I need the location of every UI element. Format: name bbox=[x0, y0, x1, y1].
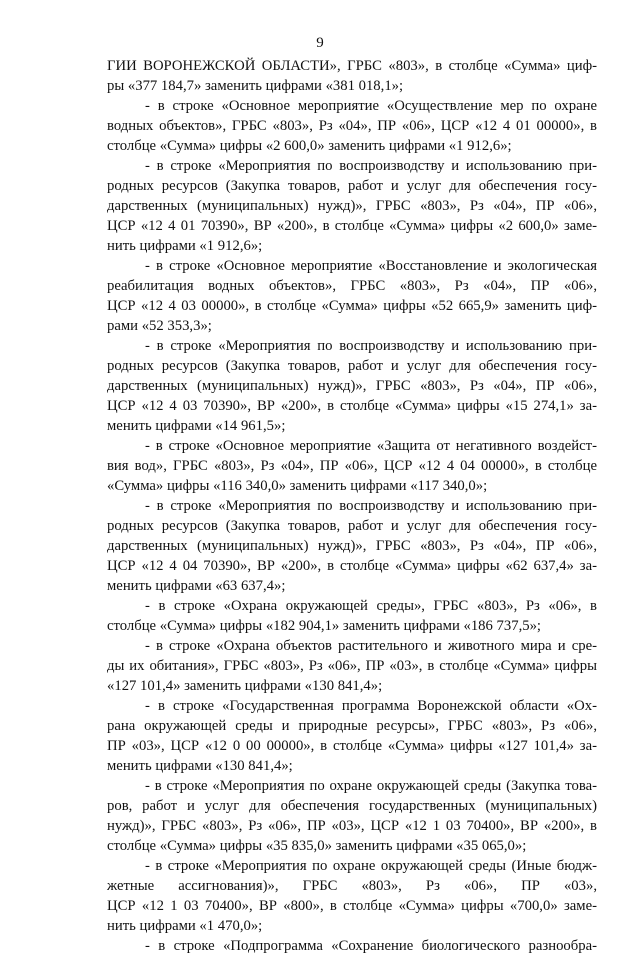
text-line: рана окружающей среды и природные ресурсы», ГРБС «803», Рз «06», bbox=[107, 718, 597, 734]
text-line: - в строке «Мероприятия по воспроизводству и использованию при- bbox=[145, 158, 597, 174]
text-line: ры «377 184,7» заменить цифрами «381 018,1»; bbox=[107, 78, 404, 94]
text-line: вия вод», ГРБС «803», Рз «04», ПР «06», ЦСР «12 4 04 00000», в столбце bbox=[107, 458, 597, 474]
text-line: ПР «03», ЦСР «12 0 00 00000», в столбце «Сумма» цифры «127 101,4» за- bbox=[107, 738, 597, 754]
text-line: дарственных (муниципальных) нужд)», ГРБС «803», Рз «04», ПР «06», bbox=[107, 538, 597, 554]
text-line: - в строке «Подпрограмма «Сохранение биологического разнообра- bbox=[145, 938, 597, 954]
text-line: менить цифрами «14 961,5»; bbox=[107, 418, 286, 434]
text-line: ЦСР «12 4 01 70390», ВР «200», в столбце «Сумма» цифры «2 600,0» заме- bbox=[107, 218, 597, 234]
text-line: рами «52 353,3»; bbox=[107, 318, 212, 334]
text-line: водных объектов», ГРБС «803», Рз «04», ПР «06», ЦСР «12 4 01 00000», в bbox=[107, 118, 597, 134]
text-line: менить цифрами «63 637,4»; bbox=[107, 578, 286, 594]
text-line: - в строке «Государственная программа Воронежской области «Ох- bbox=[145, 698, 597, 714]
text-line: - в строке «Основное мероприятие «Защита от негативного воздейст- bbox=[145, 438, 597, 454]
text-line: - в строке «Мероприятия по воспроизводству и использованию при- bbox=[145, 498, 597, 514]
text-line: ГИИ ВОРОНЕЖСКОЙ ОБЛАСТИ», ГРБС «803», в столбце «Сумма» циф- bbox=[107, 58, 597, 74]
text-line: дарственных (муниципальных) нужд)», ГРБС «803», Рз «04», ПР «06», bbox=[107, 378, 597, 394]
text-line: менить цифрами «130 841,4»; bbox=[107, 758, 293, 774]
text-line: - в строке «Мероприятия по охране окружающей среды (Закупка това- bbox=[145, 778, 597, 794]
text-line: - в строке «Мероприятия по охране окружающей среды (Иные бюдж- bbox=[145, 858, 597, 874]
text-line: столбце «Сумма» цифры «35 835,0» заменить цифрами «35 065,0»; bbox=[107, 838, 527, 854]
text-line: родных ресурсов (Закупка товаров, работ и услуг для обеспечения госу- bbox=[107, 178, 597, 194]
page-number: 9 bbox=[316, 35, 324, 51]
text-line: - в строке «Мероприятия по воспроизводству и использованию при- bbox=[145, 338, 597, 354]
text-line: нужд)», ГРБС «803», Рз «06», ПР «03», ЦСР «12 1 03 70400», ВР «200», в bbox=[107, 818, 597, 834]
text-line: «Сумма» цифры «116 340,0» заменить цифрами «117 340,0»; bbox=[107, 478, 488, 494]
text-line: - в строке «Основное мероприятие «Восстановление и экологическая bbox=[145, 258, 597, 274]
text-line: ЦСР «12 1 03 70400», ВР «800», в столбце «Сумма» цифры «700,0» заме- bbox=[107, 898, 597, 914]
text-line: родных ресурсов (Закупка товаров, работ и услуг для обеспечения госу- bbox=[107, 358, 597, 374]
text-line: столбце «Сумма» цифры «182 904,1» заменить цифрами «186 737,5»; bbox=[107, 618, 542, 634]
text-line: нить цифрами «1 470,0»; bbox=[107, 918, 263, 934]
text-line: реабилитация водных объектов», ГРБС «803», Рз «04», ПР «06», bbox=[107, 278, 597, 294]
text-line: - в строке «Основное мероприятие «Осуществление мер по охране bbox=[145, 98, 597, 114]
document-body bbox=[107, 56, 597, 956]
text-line: - в строке «Охрана объектов растительного и животного мира и сре- bbox=[145, 638, 597, 654]
text-line: дарственных (муниципальных) нужд)», ГРБС «803», Рз «04», ПР «06», bbox=[107, 198, 597, 214]
text-line: ЦСР «12 4 03 00000», в столбце «Сумма» цифры «52 665,9» заменить циф- bbox=[107, 298, 597, 314]
text-line: ды их обитания», ГРБС «803», Рз «06», ПР «03», в столбце «Сумма» цифры bbox=[107, 658, 597, 674]
text-line: - в строке «Охрана окружающей среды», ГРБС «803», Рз «06», в bbox=[145, 598, 597, 614]
text-line: жетные ассигнования)», ГРБС «803», Рз «06», ПР «03», bbox=[107, 878, 597, 894]
text-line: столбце «Сумма» цифры «2 600,0» заменить цифрами «1 912,6»; bbox=[107, 138, 512, 154]
text-line: ЦСР «12 4 04 70390», ВР «200», в столбце «Сумма» цифры «62 637,4» за- bbox=[107, 558, 597, 574]
text-line: ЦСР «12 4 03 70390», ВР «200», в столбце «Сумма» цифры «15 274,1» за- bbox=[107, 398, 597, 414]
text-line: родных ресурсов (Закупка товаров, работ и услуг для обеспечения госу- bbox=[107, 518, 597, 534]
text-line: «127 101,4» заменить цифрами «130 841,4»; bbox=[107, 678, 383, 694]
text-line: нить цифрами «1 912,6»; bbox=[107, 238, 263, 254]
text-line: ров, работ и услуг для обеспечения государственных (муниципальных) bbox=[107, 798, 597, 814]
